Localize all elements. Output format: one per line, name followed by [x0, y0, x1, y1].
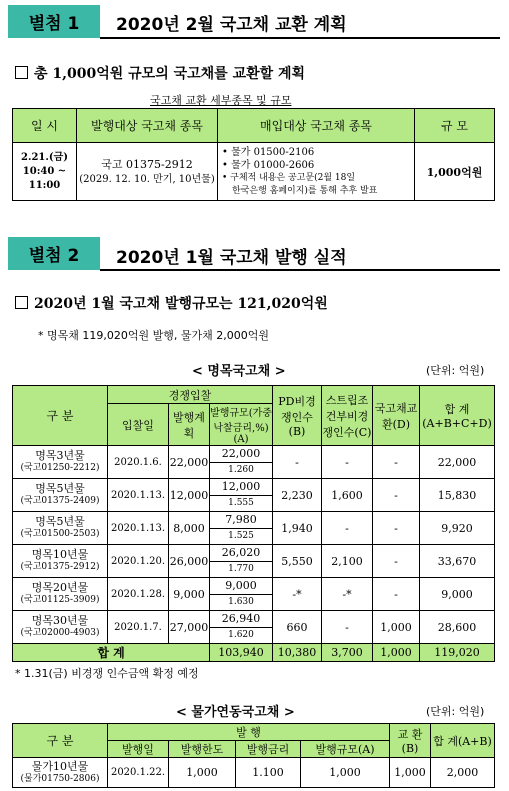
exchange-table	[12, 108, 495, 201]
ih-date: 발행일	[108, 741, 169, 758]
table-row: 명목10년물 (국고01375-2912) 2020.1.20. 26,000 26,020 1.770 5,550 2,100 - 33,670	[13, 545, 495, 578]
exchange-buy: • 물가 01500-2106 • 물가 01000-2606 • 구체적 내용은 공고문(2월 18일 한국은행 홈페이지)를 통해 추후 발표	[218, 143, 415, 201]
table-row: 명목20년물 (국고01125-3909) 2020.1.28. 9,000 9,000 1.630 -* -* - 9,000	[13, 578, 495, 611]
title-rule-2	[100, 269, 500, 271]
col-size: 규 모	[415, 109, 495, 143]
col-datetime: 일 시	[13, 109, 77, 143]
ih-limit: 발행한도	[169, 741, 236, 758]
ih-gubun: 구 분	[13, 724, 108, 758]
table-row: 명목5년물 (국고01500-2503) 2020.1.13. 8,000 7,980 1.525 1,940 - - 9,920	[13, 512, 495, 545]
issuance-summary-line: 2020년 1월 국고채 발행규모는 121,020억원	[15, 293, 328, 313]
nh-total: 합 계(A+B+C+D)	[420, 386, 495, 446]
col-issue: 발행대상 국고채 종목	[77, 109, 218, 143]
inflation-table	[12, 723, 495, 788]
exchange-summary-line: 총 1,000억원 규모의 국고채를 교환할 계획	[15, 63, 305, 83]
attachment1-tag: 별첨 1	[8, 5, 100, 38]
inflation-unit: (단위: 억원)	[426, 705, 485, 718]
checkbox-square-icon	[15, 66, 28, 79]
attachment1-title: 2020년 2월 국고채 교환 계획	[116, 15, 347, 35]
inflation-table-title: < 물가연동국고채 >	[176, 705, 295, 720]
attachment2-title: 2020년 1월 국고채 발행 실적	[116, 248, 347, 268]
ih-total: 합 계(A+B)	[431, 724, 495, 758]
checkbox-square-icon	[15, 296, 28, 309]
nominal-table	[12, 385, 495, 662]
table-row: 물가10년물 (물가01750-2806) 2020.1.22. 1,000 1.100 1,000 1,000 2,000	[13, 758, 495, 788]
exchange-issue: 국고 01375-2912 (2029. 12. 10. 만기, 10년물)	[77, 143, 218, 201]
nh-plan: 발행계획	[169, 404, 210, 446]
ih-size: 발행규모(A)	[301, 741, 390, 758]
nh-size: 발행규모(가중낙찰금리,%)(A)	[210, 404, 273, 446]
issuance-note: * 명목채 119,020억원 발행, 물가채 2,000억원	[38, 329, 269, 342]
ih-exch: 교 환(B)	[390, 724, 431, 758]
nominal-table-title: < 명목국고채 >	[192, 364, 286, 379]
nh-gubun: 구 분	[13, 386, 108, 446]
exchange-size: 1,000억원	[415, 143, 495, 201]
sum-row: 합 계 103,940 10,380 3,700 1,000 119,020	[13, 644, 495, 662]
ih-issue: 발 행	[108, 724, 390, 741]
col-buy: 매입대상 국고채 종목	[218, 109, 415, 143]
nh-strip: 스트립조건부비경쟁인수(C)	[322, 386, 373, 446]
table-row: 명목5년물 (국고01375-2409) 2020.1.13. 12,000 12,000 1.555 2,230 1,600 - 15,830	[13, 479, 495, 512]
table-row: 명목30년물 (국고02000-4903) 2020.1.7. 27,000 26,940 1.620 660 - 1,000 28,600	[13, 611, 495, 644]
footnote: * 1.31(금) 비경쟁 인수금액 확정 예정	[15, 667, 199, 680]
nominal-unit: (단위: 억원)	[426, 364, 485, 377]
nh-comp: 경쟁입찰	[108, 386, 273, 404]
exchange-datetime: 2.21.(금) 10:40 ~ 11:00	[13, 143, 77, 201]
table-row: 명목3년물 (국고01250-2212) 2020.1.6. 22,000 22,000 1.260 - - - 22,000	[13, 446, 495, 479]
nh-date: 입찰일	[108, 404, 169, 446]
exchange-table-caption: 국고채 교환 세부종목 및 규모	[150, 94, 292, 107]
nh-exch: 국고채교환(D)	[373, 386, 420, 446]
nh-pd: PD비경쟁인수(B)	[273, 386, 322, 446]
title-rule	[100, 37, 500, 39]
attachment2-tag: 별첨 2	[8, 237, 100, 270]
ih-rate: 발행금리	[236, 741, 301, 758]
